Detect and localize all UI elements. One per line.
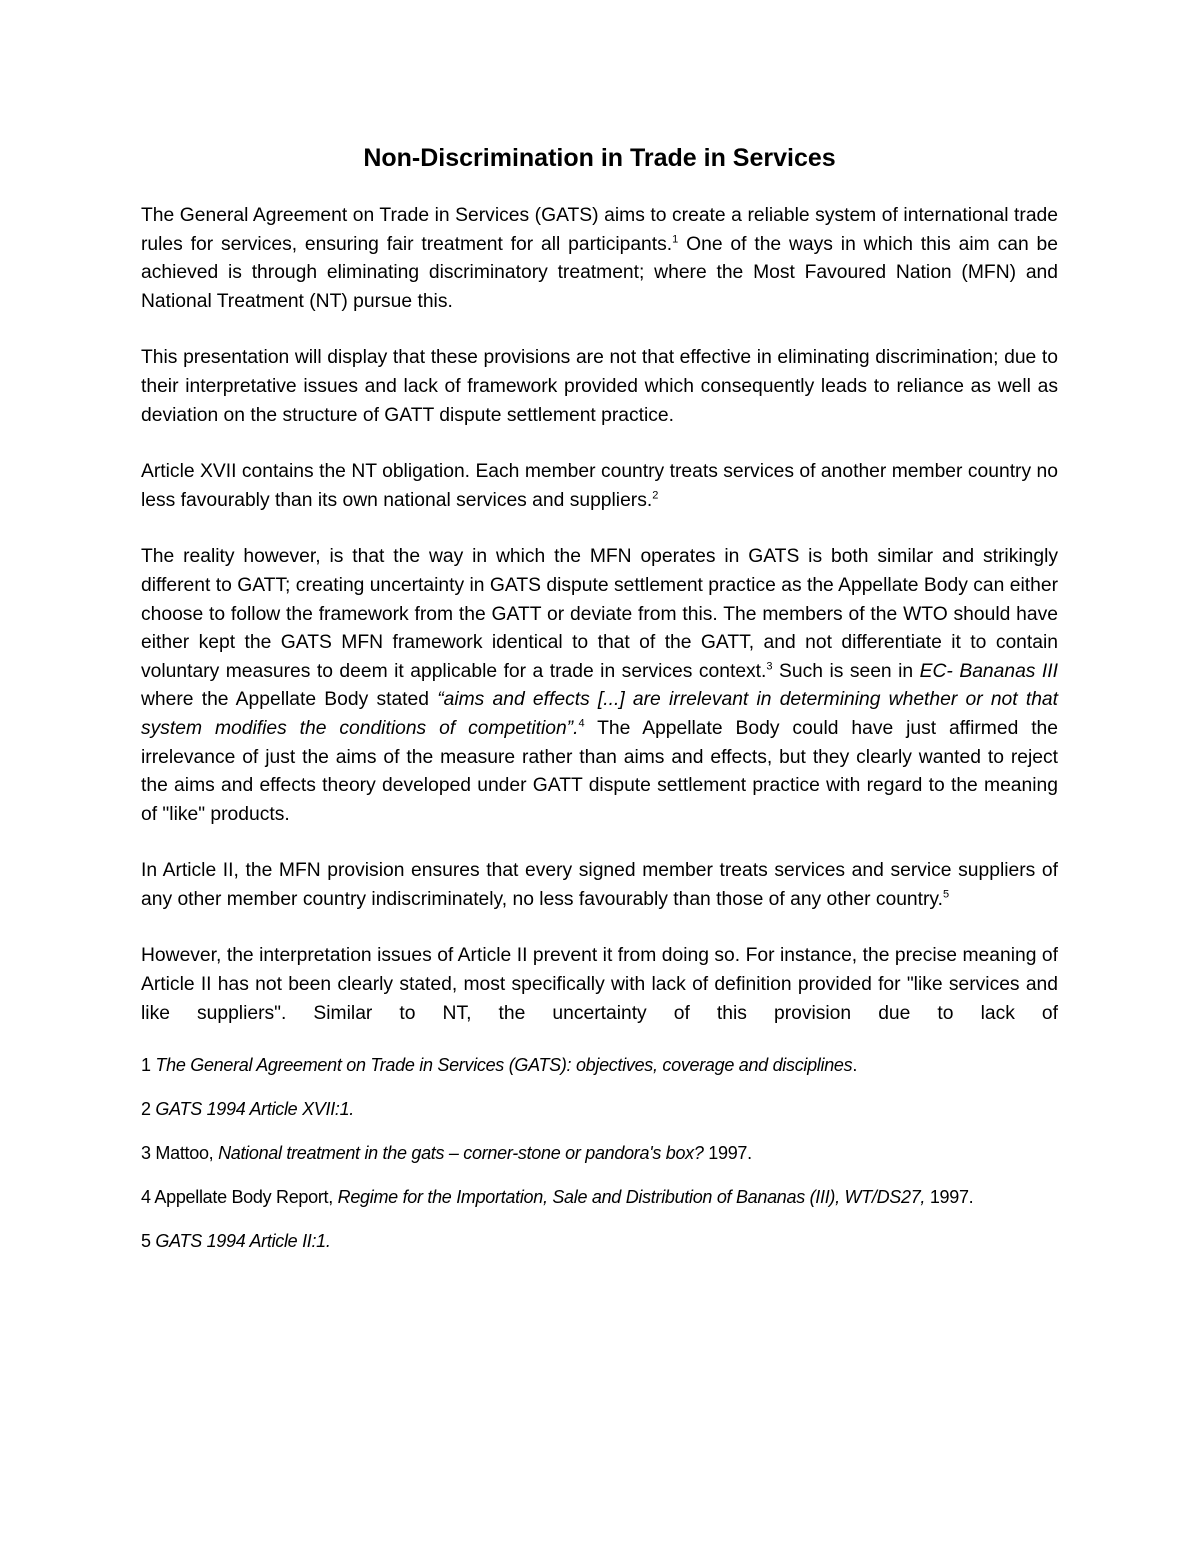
footnote-text: 1997. (925, 1187, 974, 1208)
footnote-ref-4[interactable]: 4 (578, 717, 585, 730)
footnote-title: National treatment in the gats – corner-stone or pandora's box? (218, 1143, 704, 1164)
footnote-4 (141, 1186, 1058, 1209)
paragraph-thesis: This presentation will display that these provisions are not that effective in eliminating discrimination; due to their interpretative issues and lack of framework provided which consequently leads to reliance as well as deviation on the structure of GATT dispute settlement practice. (141, 347, 1058, 426)
paragraph-article-xvii (141, 458, 1058, 515)
quotation: “aims and effects [...] are irrelevant in determining whether or not that system modifies the conditions of competition”. (141, 689, 1058, 739)
paragraph-text: The reality however, is that the way in which the MFN operates in GATS is both similar and strikingly different to GATT; creating uncertainty in GATS dispute settlement practice as the Appellate Body can either choose to follow the framework from the GATT or deviate from this. The members of the WTO should have either kept the GATS MFN framework identical to that of the GATT, and not differentiate it to contain voluntary measures to deem it applicable for a trade in services context. (141, 546, 1058, 682)
paragraph-article-ii (141, 857, 1058, 914)
footnote-number: 1 (141, 1055, 156, 1076)
footnote-ref-1[interactable]: 1 (672, 233, 679, 246)
footnote-ref-3[interactable]: 3 (766, 660, 773, 673)
footnote-ref-5[interactable]: 5 (943, 888, 950, 901)
footnote-5 (141, 1230, 1058, 1253)
footnote-number: 5 (141, 1231, 156, 1252)
document-title: Non-Discrimination in Trade in Services (363, 144, 836, 172)
paragraph-text: where the Appellate Body stated (141, 689, 438, 711)
footnote-text: Appellate Body Report, (154, 1187, 338, 1208)
document-page (141, 142, 1058, 1274)
footnote-title: Regime for the Importation, Sale and Distribution of Bananas (III), WT/DS27, (337, 1187, 926, 1208)
footnote-ref-2[interactable]: 2 (652, 489, 659, 502)
footnote-title: GATS 1994 Article II:1. (155, 1231, 331, 1252)
footnote-number: 4 (141, 1187, 155, 1208)
footnote-text: Mattoo, (155, 1143, 219, 1164)
paragraph-interpretation: However, the interpretation issues of Article II prevent it from doing so. For instance, the precise meaning of Article II has not been clearly stated, most specifically with lack of definition provided for "like services and like suppliers". Similar to NT, the uncertainty of this provision due to lack of (141, 945, 1058, 1024)
paragraph-mfn-reality (141, 543, 1058, 829)
footnotes-section (141, 1054, 1058, 1253)
paragraph-text: The Appellate Body could have just affirmed the irrelevance of just the aims of the measure rather than aims and effects, but they clearly wanted to reject the aims and effects theory developed under GATT dispute settlement practice with regard to the meaning of "like" products. (141, 717, 1058, 825)
paragraph-intro (141, 202, 1058, 316)
footnote-1 (141, 1054, 1058, 1077)
paragraph-text: Such is seen in (772, 660, 920, 682)
paragraph-text: In Article II, the MFN provision ensures that every signed member treats services and service suppliers of any other member country indiscriminately, no less favourably than those of any other country. (141, 860, 1058, 910)
case-name: EC- Bananas III (919, 660, 1058, 682)
footnote-text: 1997. (703, 1143, 752, 1164)
paragraph-text: The General Agreement on Trade in Services (GATS) aims to create a reliable system of international trade rules for services, ensuring fair treatment for all participants. (141, 205, 1058, 255)
footnote-title: The General Agreement on Trade in Services (GATS): objectives, coverage and disciplines (155, 1055, 853, 1076)
paragraph-text: One of the ways in which this aim can be achieved is through eliminating discriminatory treatment; where the Most Favoured Nation (MFN) and National Treatment (NT) pursue this. (141, 233, 1058, 312)
paragraph-text: Article XVII contains the NT obligation. Each member country treats services of another member country no less favourably than its own national services and suppliers. (141, 461, 1058, 511)
footnote-number: 3 (141, 1143, 156, 1164)
footnote-number: 2 (141, 1099, 156, 1120)
footnote-text: . (852, 1055, 858, 1076)
footnote-title: GATS 1994 Article XVII:1. (155, 1099, 355, 1120)
footnote-2 (141, 1098, 1058, 1121)
footnote-3 (141, 1142, 1058, 1165)
